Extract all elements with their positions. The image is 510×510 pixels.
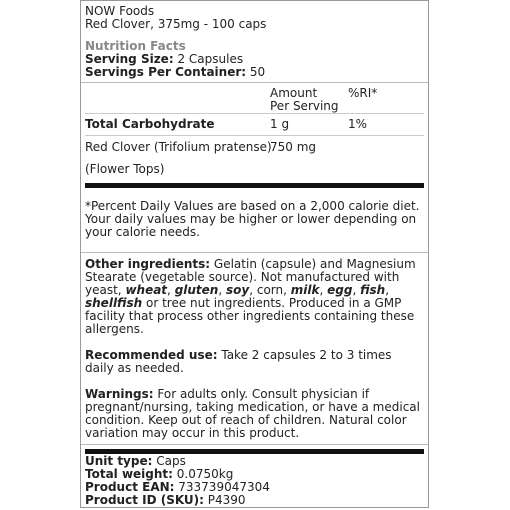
- daily-value-disclaimer: *Percent Daily Values are based on a 2,000 calorie diet. Your daily values may be higher or lower depending on your calorie needs.: [85, 199, 420, 239]
- nutrient-amount: 1 g: [270, 117, 290, 131]
- ingredient-name-continued: (Flower Tops): [85, 162, 165, 176]
- ingredient-name: Red Clover (Trifolium pratense): [85, 140, 272, 154]
- allergen: soy: [226, 283, 250, 297]
- warnings-text: For adults only. Consult physician if pregnant/nursing, taking medication, or have a medical condition. Keep out of reach of children. Natural color variation may occur in this product.: [85, 387, 420, 440]
- warnings: [85, 388, 422, 440]
- product-name: Red Clover, 375mg - 100 caps: [85, 17, 267, 31]
- allergen: wheat: [125, 283, 168, 297]
- divider: [85, 113, 424, 114]
- allergen: egg: [327, 283, 353, 297]
- divider: [81, 82, 428, 83]
- nutrition-facts-heading: Nutrition Facts: [85, 39, 186, 53]
- separator: , corn,: [249, 283, 291, 297]
- servings-label: Servings Per Container:: [85, 65, 247, 79]
- brand-name: NOW Foods: [85, 4, 155, 18]
- allergen: gluten: [174, 283, 219, 297]
- separator: ,: [385, 283, 390, 297]
- product-ean-label: Product EAN:: [85, 480, 175, 494]
- product-id-line: [85, 494, 424, 507]
- ingredients-text: or tree nut ingredients. Produced in a GMP facility that process other ingredients containing these allergens.: [85, 296, 415, 336]
- recommended-use-text: Take 2 capsules 2 to 3 times daily as needed.: [85, 348, 392, 375]
- separator: ,: [218, 283, 226, 297]
- allergen: shellfish: [85, 296, 143, 310]
- total-weight-label: Total weight:: [85, 467, 173, 481]
- separator: ,: [167, 283, 175, 297]
- ingredient-amount: 750 mg: [270, 140, 317, 154]
- divider: [81, 252, 428, 253]
- divider: [81, 444, 428, 445]
- column-header-ri: %RI*: [348, 86, 378, 100]
- ingredients-text: Gelatin (capsule) and Magnesium Stearate (vegetable source). Not manufactured with yeast,: [85, 257, 416, 297]
- allergen: fish: [360, 283, 386, 297]
- product-id-value: P4390: [203, 493, 246, 507]
- servings-per-container-line: [85, 66, 424, 79]
- warnings-label: Warnings:: [85, 387, 154, 401]
- nutrient-ri: 1%: [348, 117, 368, 131]
- separator: ,: [352, 283, 361, 297]
- other-ingredients: [85, 258, 422, 336]
- unit-type-label: Unit type:: [85, 454, 153, 468]
- other-ingredients-label: Other ingredients:: [85, 257, 211, 271]
- recommended-use: [85, 349, 422, 375]
- servings-value: 50: [249, 65, 266, 79]
- divider: [85, 135, 424, 136]
- recommended-use-label: Recommended use:: [85, 348, 218, 362]
- product-id-label: Product ID (SKU):: [85, 493, 204, 507]
- column-header-per-serving: Per Serving: [270, 99, 339, 113]
- column-header-amount: Amount: [270, 86, 318, 100]
- allergen: milk: [290, 283, 320, 297]
- nutrient-name: Total Carbohydrate: [85, 117, 215, 131]
- serving-size-label: Serving Size:: [85, 52, 174, 66]
- serving-size-value: 2 Capsules: [177, 52, 244, 66]
- thick-divider: [85, 183, 424, 188]
- separator: ,: [319, 283, 328, 297]
- unit-type-value: Caps: [152, 454, 186, 468]
- total-weight-value: 0.0750kg: [172, 467, 234, 481]
- product-label-panel: [80, 0, 429, 508]
- product-ean-value: 733739047304: [174, 480, 270, 494]
